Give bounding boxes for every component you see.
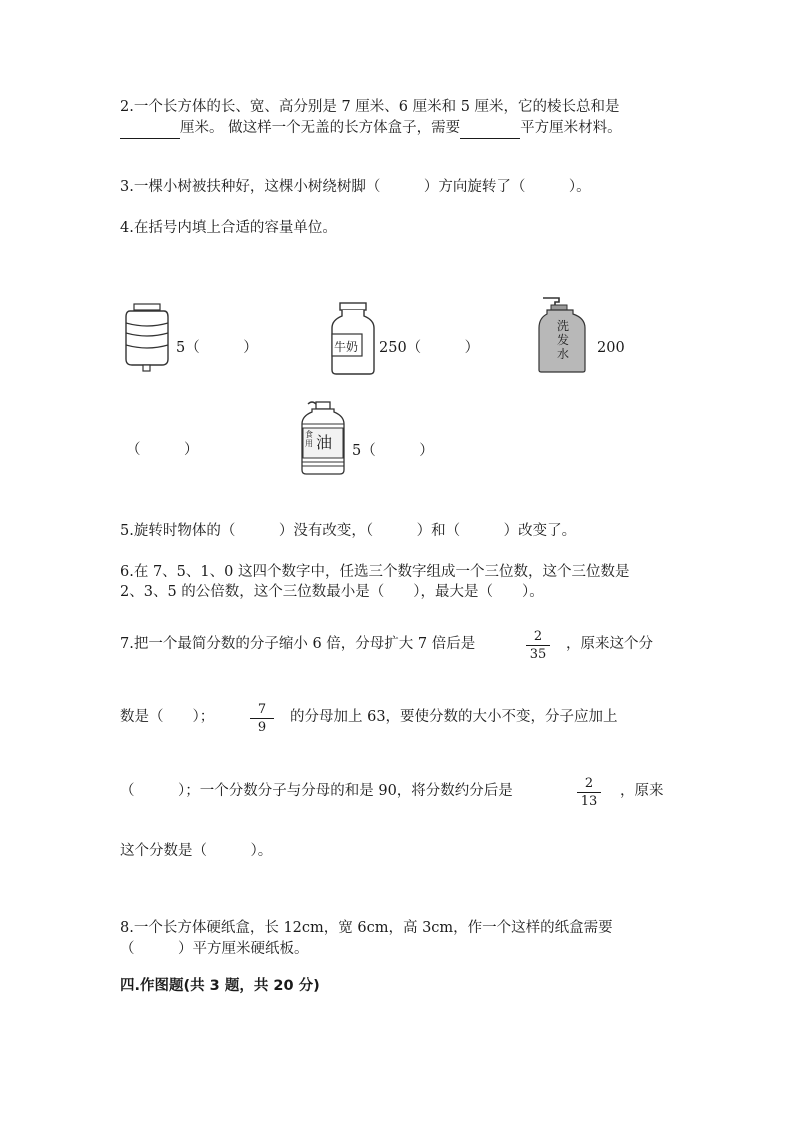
q6-line1: 6.在 7、5、1、0 这四个数字中，任选三个数字组成一个三位数，这个三位数是 (120, 564, 630, 580)
q5-text: 5.旋转时物体的（ ）没有改变，（ ）和（ ）改变了。 (120, 523, 577, 539)
shampoo-value: 200 (597, 340, 625, 356)
q7-fraction-1-numerator: 2 (533, 629, 543, 644)
water-bucket-icon (124, 303, 170, 373)
q6-line2: 2、3、5 的公倍数，这个三位数最小是（ ），最大是（ ）。 (120, 584, 544, 600)
milk-label: 牛奶 (334, 340, 359, 354)
q7-line1-a: 7.把一个最简分数的分子缩小 6 倍，分母扩大 7 倍后是 (120, 636, 476, 652)
q7-line2-b: 的分母加上 63，要使分数的大小不变，分子应加上 (290, 709, 618, 725)
q8-line1: 8.一个长方体硬纸盒，长 12cm，宽 6cm，高 3cm，作一个这样的纸盒需要 (120, 920, 613, 936)
q7-fraction-1-denominator: 35 (529, 647, 547, 662)
q3-text: 3.一棵小树被扶种好，这棵小树绕树脚（ ）方向旋转了（ ）。 (120, 179, 591, 195)
q4-answer-blank-left[interactable]: （ ） (126, 442, 199, 458)
shampoo-label-3: 水 (557, 347, 570, 361)
q7-line1-b: ，原来这个分 (566, 636, 653, 652)
q7-fraction-2-numerator: 7 (257, 702, 267, 717)
q7-fraction-2-denominator: 9 (257, 720, 267, 735)
q2-answer-blank-2[interactable] (460, 118, 520, 139)
q7-line3-b: ，原来 (620, 783, 664, 799)
q2-line2-text-b: 平方厘米材料。 (520, 120, 622, 136)
bucket-value: 5（ ） (176, 340, 258, 356)
q7-line4: 这个分数是（ ）。 (120, 843, 273, 859)
q7-line2-a: 数是（ ）； (120, 709, 215, 725)
oil-label-small-2: 用 (305, 439, 313, 448)
shampoo-label-1: 洗 (557, 319, 570, 333)
oil-label-big: 油 (316, 433, 333, 452)
shampoo-label-2: 发 (557, 333, 570, 347)
section-4-title: 四.作图题(共 3 题，共 20 分) (120, 978, 320, 994)
q2-line2 (120, 118, 622, 139)
q7-fraction-1 (526, 629, 550, 662)
q2-answer-blank-1[interactable] (120, 118, 180, 139)
q8-line2: （ ）平方厘米硬纸板。 (120, 941, 309, 957)
q7-fraction-3-numerator: 2 (584, 776, 594, 791)
q2-line2-text-a: 厘米。 做这样一个无盖的长方体盒子，需要 (180, 120, 461, 136)
oil-label-small-1: 食 (305, 430, 313, 439)
q7-fraction-3-denominator: 13 (580, 794, 598, 809)
milk-value: 250（ ） (379, 340, 480, 356)
q7-line3-a: （ ）；一个分数分子与分母的和是 90，将分数约分后是 (120, 783, 513, 799)
q2-line1: 2.一个长方体的长、宽、高分别是 7 厘米、6 厘米和 5 厘米，它的棱长总和是 (120, 99, 620, 115)
q7-fraction-2 (250, 702, 274, 735)
oil-value: 5（ ） (352, 443, 434, 459)
q4-title: 4.在括号内填上合适的容量单位。 (120, 220, 337, 236)
q7-fraction-3 (577, 776, 601, 809)
